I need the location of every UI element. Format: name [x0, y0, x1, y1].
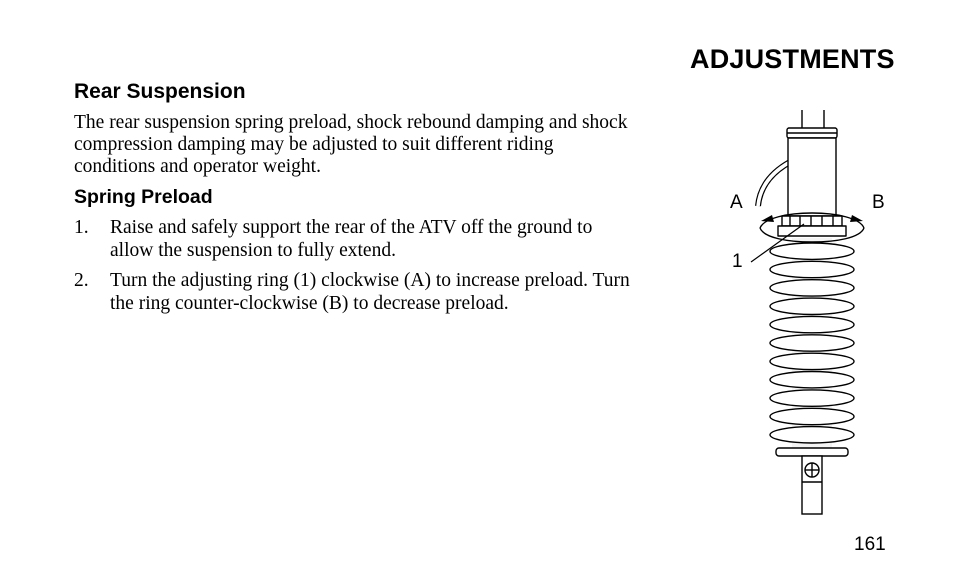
- step-number: 2.: [74, 270, 89, 291]
- label-a: A: [730, 192, 743, 213]
- spring-coil: [770, 261, 854, 277]
- spring-coil: [770, 335, 854, 351]
- spring-coil: [770, 243, 854, 259]
- section-title: Rear Suspension: [74, 80, 246, 103]
- spring-coil: [770, 316, 854, 332]
- intro-paragraph: The rear suspension spring preload, shock rebound damping and shock compression damping may be adjusted to suit different riding conditions and operator weight.: [74, 112, 628, 177]
- steps-list: [74, 216, 634, 322]
- spring-coil: [770, 408, 854, 424]
- spring-coil: [770, 390, 854, 406]
- shock-absorber-figure: [720, 110, 900, 520]
- page-heading: ADJUSTMENTS: [690, 44, 895, 74]
- step-number: 1.: [74, 217, 89, 238]
- spring-coil: [770, 298, 854, 314]
- step-text: Raise and safely support the rear of the ATV off the ground to allow the suspension to fully extend.: [110, 217, 593, 261]
- subsection-title: Spring Preload: [74, 186, 213, 208]
- spring-coil: [770, 427, 854, 443]
- spring-coil: [770, 280, 854, 296]
- page-number: 161: [854, 534, 886, 555]
- label-1: 1: [732, 251, 743, 272]
- spring-coil: [770, 372, 854, 388]
- shock-absorber-illustration: [720, 110, 900, 520]
- step-text: Turn the adjusting ring (1) clockwise (A) to increase preload. Turn the ring counter-clockwise (B) to decrease preload.: [110, 270, 630, 314]
- step-item: [74, 216, 634, 262]
- spring-coil: [770, 353, 854, 369]
- step-item: [74, 269, 634, 315]
- label-b: B: [872, 192, 885, 213]
